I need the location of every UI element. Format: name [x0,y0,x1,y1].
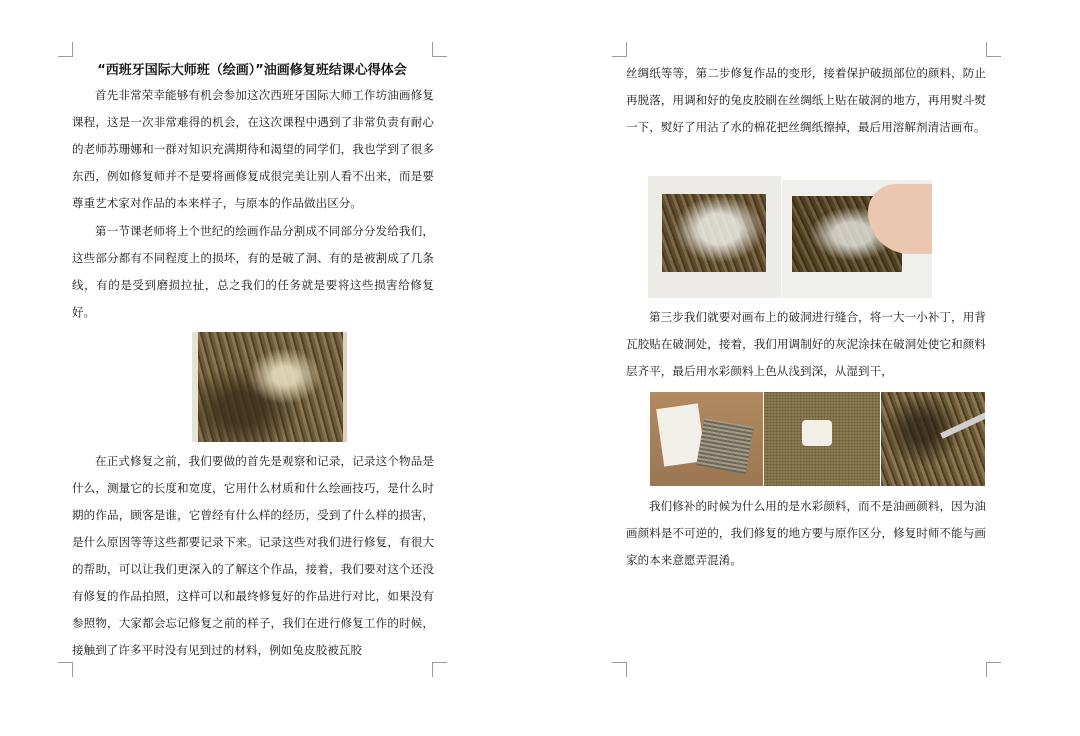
crop-mark-bottom-left [612,662,627,677]
crop-mark-top-right [986,42,1001,57]
paragraph-first-lesson: 第一节课老师将上个世纪的绘画作品分割成不同部分分发给我们，这些部分都有不同程度上的损坏，有的是破了洞、有的是被割成了几条线，有的是受到磨损拉扯，总之我们的任务就是要将这些损害给修复好。 [72,224,434,319]
document-title: “西班牙国际大师班（绘画）”油画修复班结课心得体会 [97,63,407,78]
crop-mark-bottom-right [432,662,447,677]
paragraph-step-two: 丝绸纸等等，第二步修复作品的变形，接着保护破损部位的颜料，防止再脱落，用调和好的兔皮胶刷在丝绸纸上贴在破洞的地方，再用熨斗熨一下，熨好了用沾了水的棉花把丝绸纸擦掉，最后用溶解剂清洁画布。 [626,66,986,134]
paragraph-step-three: 第三步我们就要对画布上的破洞进行缝合，将一大一小补丁，用背瓦胶贴在破洞处，接着，我们用调制好的灰泥涂抹在破洞处使它和颜料层齐平，最后用水彩颜料上色从浅到深，从湿到干， [626,310,986,378]
paragraph-intro: 首先非常荣幸能够有机会参加这次西班牙国际大师工作坊油画修复课程，这是一次非常难得的机会，在这次课程中遇到了非常负责有耐心的老师苏珊娜和一群对知识充满期待和渴望的同学们，我也学到了很多东西，例如修复师并不是要将画修复成很完美让别人看不出来，而是要尊重艺术家对作品的本来样子，与原本的作品做出区分。 [72,88,434,210]
document-page-right [540,0,1080,736]
patch-materials-photo [650,392,763,486]
crop-mark-top-left [58,42,73,57]
silk-paper-removal-photo [782,180,932,298]
silk-paper-applied-photo [648,176,781,298]
damaged-canvas-photo [192,332,347,442]
crop-mark-top-right [432,42,447,57]
retouching-photo [881,392,985,486]
paragraph-before-restoration: 在正式修复之前，我们要做的首先是观察和记录，记录这个物品是什么，测量它的长度和宽度，它用什么材质和什么绘画技巧，是什么时期的作品，顾客是谁，它曾经有什么样的经历，受到了什么样的损害，是什么原因等等这些都要记录下来。记录这些对我们进行修复，有很大的帮助，可以让我们更深入的了解这个作品，接着，我们要对这个还没有修复的作品拍照，这样可以和最终修复好的作品进行对比，如果没有参照物，大家都会忘记修复之前的样子，我们在进行修复工作的时候，接触到了许多平时没有见到过的材料，例如兔皮胶被瓦胶 [72,454,434,657]
crop-mark-bottom-left [58,662,73,677]
canvas-patch-photo [764,392,880,486]
paragraph-watercolor-reason: 我们修补的时候为什么用的是水彩颜料，而不是油画颜料，因为油画颜料是不可逆的，我们修复的地方要与原作区分，修复时师不能与画家的本来意愿弄混淆。 [626,499,986,567]
crop-mark-top-left [612,42,627,57]
crop-mark-bottom-right [986,662,1001,677]
